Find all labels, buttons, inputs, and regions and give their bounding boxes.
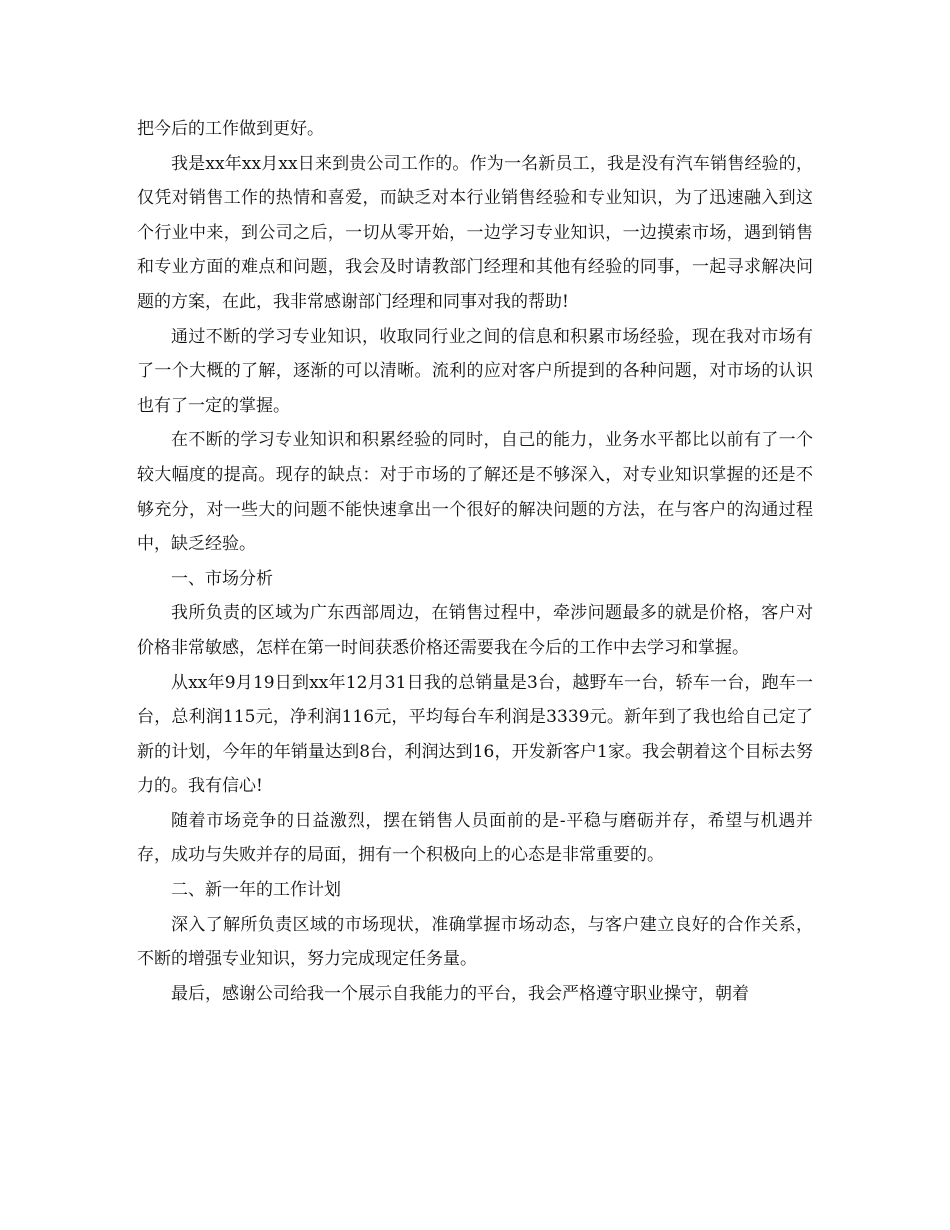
paragraph-shortcomings: 在不断的学习专业知识和积累经验的同时，自己的能力，业务水平都比以前有了一个较大幅度的提高。现存的缺点：对于市场的了解还是不够深入，对专业知识掌握的还是不够充分，对一些大的问题不能快速拿出一个很好的解决问题的方法，在与客户的沟通过程中，缺乏经验。 — [137, 430, 813, 555]
paragraph-sales-figures: 从xx年9月19日到xx年12月31日我的总销量是3台，越野车一台，轿车一台，跑车一台，总利润115元，净利润116元，平均每台车利润是3339元。新年到了我也给自己定了新的计划，今年的年销量达到8台，利润达到16，开发新客户1家。我会朝着这个目标去努力的。我有信心! — [137, 672, 813, 797]
paragraph-plan: 深入了解所负责区域的市场现状，准确掌握市场动态，与客户建立良好的合作关系，不断的增强专业知识，努力完成现定任务量。 — [137, 914, 813, 970]
paragraph-region: 我所负责的区域为广东西部周边，在销售过程中，牵涉问题最多的就是价格，客户对价格非常敏感，怎样在第一时间获悉价格还需要我在今后的工作中去学习和掌握。 — [137, 603, 813, 658]
paragraph-competition: 随着市场竞争的日益激烈，摆在销售人员面前的是-平稳与磨砺并存，希望与机遇并存，成功与失败并存的局面，拥有一个积极向上的心态是非常重要的。 — [137, 810, 813, 866]
section-heading-market-analysis: 一、市场分析 — [171, 568, 273, 589]
document-body — [137, 112, 813, 1011]
paragraph-closing: 最后，感谢公司给我一个展示自我能力的平台，我会严格遵守职业操守，朝着 — [171, 983, 749, 1004]
section-heading-work-plan: 二、新一年的工作计划 — [171, 880, 341, 901]
paragraph-continuation: 把今后的工作做到更好。 — [137, 119, 324, 139]
paragraph-intro: 我是xx年xx月xx日来到贵公司工作的。作为一名新员工，我是没有汽车销售经验的，仅凭对销售工作的热情和喜爱，而缺乏对本行业销售经验和专业知识，为了迅速融入到这个行业中来，到公司之后，一切从零开始，一边学习专业知识，一边摸索市场，遇到销售和专业方面的难点和问题，我会及时请教部门经理和其他有经验的同事，一起寻求解决问题的方案，在此，我非常感谢部门经理和同事对我的帮助! — [137, 153, 813, 312]
paragraph-learning: 通过不断的学习专业知识，收取同行业之间的信息和积累市场经验，现在我对市场有了一个大概的了解，逐渐的可以清晰。流利的应对客户所提到的各种问题，对市场的认识也有了一定的掌握。 — [137, 326, 813, 416]
